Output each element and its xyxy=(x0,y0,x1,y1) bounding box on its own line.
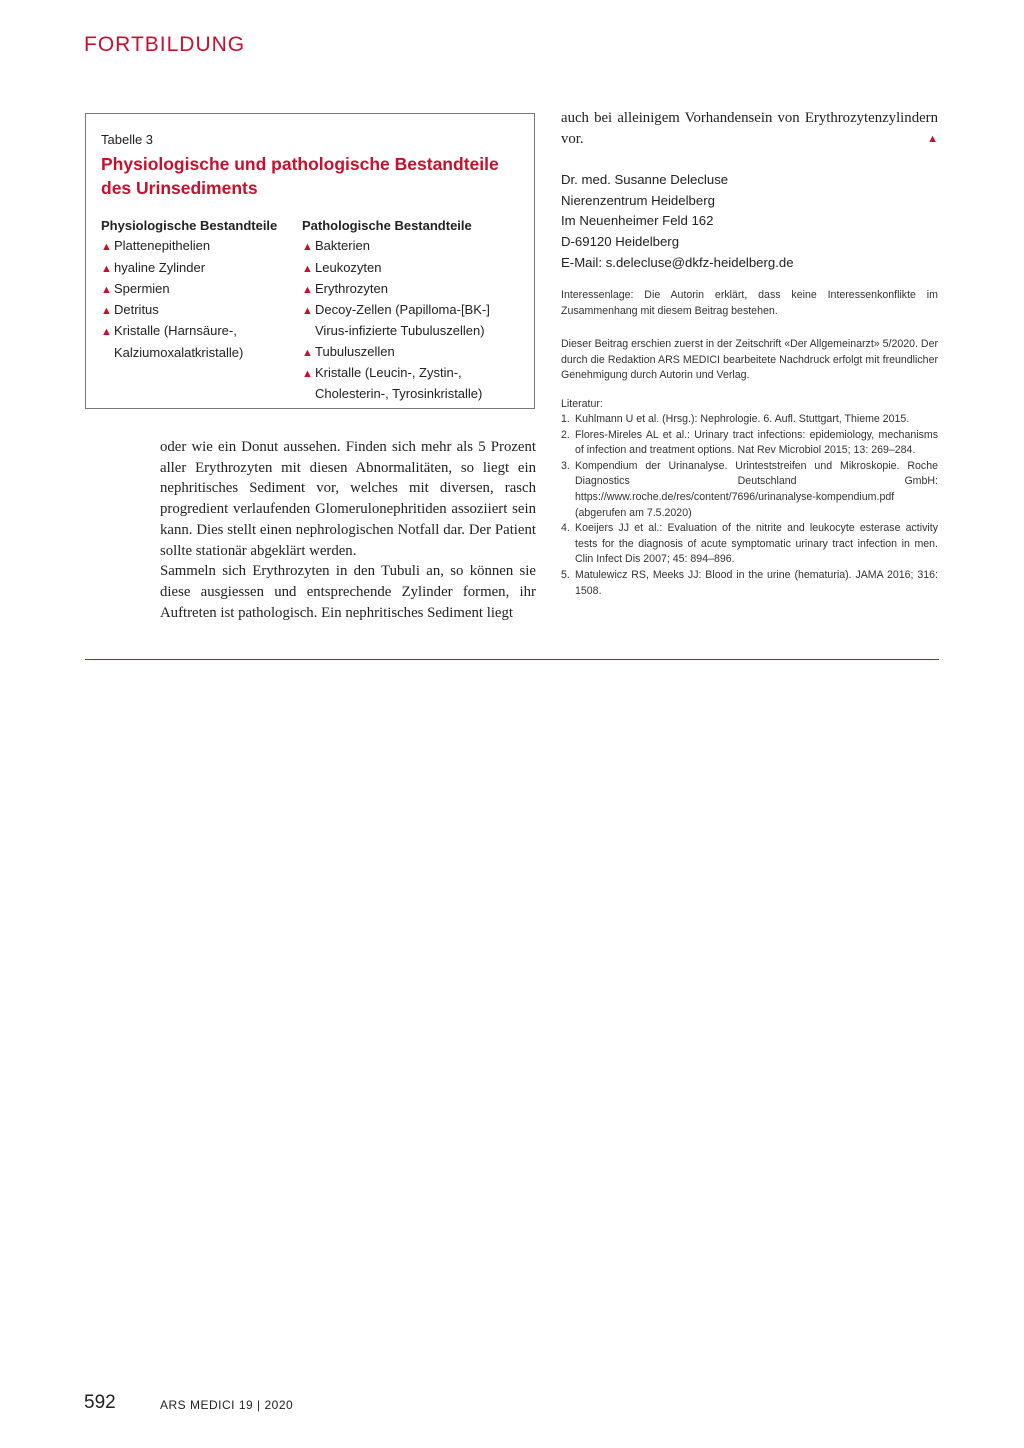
source-note: Dieser Beitrag erschien zuerst in der Zeitschrift «Der Allgemeinarzt» 5/2020. Der durch die Redaktion ARS MEDICI bearbeitete Nachdruck erfolgt mit freundlicher Genehmigung durch Autorin und Verlag. xyxy=(561,338,938,382)
triangle-bullet-icon: ▲ xyxy=(302,241,313,254)
reference-item: 1. Kuhlmann U et al. (Hrsg.): Nephrologie. 6. Aufl. Stuttgart, Thieme 2015. xyxy=(561,413,910,425)
reference-item: 2. Flores-Mireles AL et al.: Urinary tract infections: epidemiology, mechanisms of infection and treatment options. Nat Rev Microbiol 2015; 13: 269–284. xyxy=(561,428,938,457)
reference-item: 3. Kompendium der Urinanalyse. Urinteststreifen und Mikroskopie. Roche Diagnostics Deutschland GmbH: https://www.roche.de/res/content/7696/urinanalyse-kompendium.pdf (abgerufen am 7.5.2020) xyxy=(561,459,938,519)
conflict-of-interest: Interessenlage: Die Autorin erklärt, dass keine Interessenkonflikte im Zusammenhang mit diesem Beitrag bestehen. xyxy=(561,289,938,317)
body-text-right xyxy=(561,108,938,149)
footer-divider xyxy=(85,659,939,660)
body-text-left xyxy=(160,437,536,623)
list-item: ▲ Plattenepithelien xyxy=(101,236,277,257)
list-item: ▲ Kristalle (Leucin-, Zystin-, xyxy=(302,363,490,384)
body-paragraph: Sammeln sich Erythrozyten in den Tubuli an, so können sie diese ausgiessen und entsprechende Zylinder formen, ihr Auftreten ist pathologisch. Ein nephritisches Sediment liegt xyxy=(160,563,536,621)
list-item: ▲ Detritus xyxy=(101,300,277,321)
physiological-column xyxy=(101,216,277,363)
author-email: E-Mail: s.delecluse@dkfz-heidelberg.de xyxy=(561,254,794,270)
column-heading: Pathologische Bestandteile xyxy=(302,218,472,233)
author-street: Im Neuenheimer Feld 162 xyxy=(561,213,714,229)
list-item: ▲ Decoy-Zellen (Papilloma-[BK-] xyxy=(302,300,490,321)
author-city: D-69120 Heidelberg xyxy=(561,234,680,250)
journal-issue: ARS MEDICI 19 | 2020 xyxy=(160,1398,294,1412)
section-title: FORTBILDUNG xyxy=(84,33,246,56)
reference-item: 4. Koeijers JJ et al.: Evaluation of the nitrite and leukocyte esterase activity tests for the diagnosis of acute symptomatic urinary tract infection in men. Clin Infect Dis 2007; 45: 894–896. xyxy=(561,522,938,566)
list-item: ▲ Spermien xyxy=(101,279,277,300)
triangle-bullet-icon: ▲ xyxy=(101,305,112,318)
list-item: ▲ hyaline Zylinder xyxy=(101,258,277,279)
table-title-line1: Physiologische und pathologische Bestandteile xyxy=(101,154,499,174)
triangle-bullet-icon: ▲ xyxy=(101,262,112,275)
pathological-column xyxy=(302,216,490,405)
author-name: Dr. med. Susanne Delecluse xyxy=(561,172,729,187)
triangle-bullet-icon: ▲ xyxy=(101,326,112,339)
list-item: ▲ Kristalle (Harnsäure-, xyxy=(101,321,277,342)
table-title xyxy=(101,152,521,200)
reference-list xyxy=(561,412,938,599)
list-item: ▲ Bakterien xyxy=(302,236,490,257)
page-number: 592 xyxy=(84,1392,116,1413)
triangle-bullet-icon: ▲ xyxy=(302,283,313,296)
list-item: ▲ Leukozyten xyxy=(302,258,490,279)
table-label: Tabelle 3 xyxy=(101,132,154,147)
end-of-article-icon: ▲ xyxy=(927,132,938,145)
literature-heading: Literatur: xyxy=(561,398,603,410)
triangle-bullet-icon: ▲ xyxy=(302,368,313,381)
body-continuation: auch bei alleinigem Vorhandensein von Erythrozytenzylindern vor. xyxy=(561,110,938,147)
triangle-bullet-icon: ▲ xyxy=(302,305,313,318)
table-box xyxy=(85,113,535,409)
list-item-continuation: Cholesterin-, Tyrosinkristalle) xyxy=(315,386,483,402)
list-item-continuation: Kalziumoxalatkristalle) xyxy=(114,344,244,360)
triangle-bullet-icon: ▲ xyxy=(302,346,313,359)
author-institution: Nierenzentrum Heidelberg xyxy=(561,192,715,208)
body-paragraph: oder wie ein Donut aussehen. Finden sich mehr als 5 Prozent aller Erythrozyten mit diesen Abnormalitäten, so liegt ein nephritisches Sediment vor, welches mit diversen, rasch progredient verlaufenden Glomerulonephritiden assoziiert sein kann. Dies stellt einen nephrologischen Notfall dar. Der Patient sollte stationär abgeklärt werden. xyxy=(160,439,536,559)
list-item: ▲ Erythrozyten xyxy=(302,279,490,300)
list-item-continuation: Virus-infizierte Tubuluszellen) xyxy=(315,323,485,339)
author-address xyxy=(561,170,794,274)
table-title-line2: des Urinsediments xyxy=(101,178,258,198)
reference-item: 5. Matulewicz RS, Meeks JJ: Blood in the urine (hematuria). JAMA 2016; 316: 1508. xyxy=(561,568,938,597)
list-item: ▲ Tubuluszellen xyxy=(302,342,490,363)
triangle-bullet-icon: ▲ xyxy=(101,241,112,254)
triangle-bullet-icon: ▲ xyxy=(101,283,112,296)
column-heading: Physiologische Bestandteile xyxy=(101,218,278,233)
triangle-bullet-icon: ▲ xyxy=(302,262,313,275)
